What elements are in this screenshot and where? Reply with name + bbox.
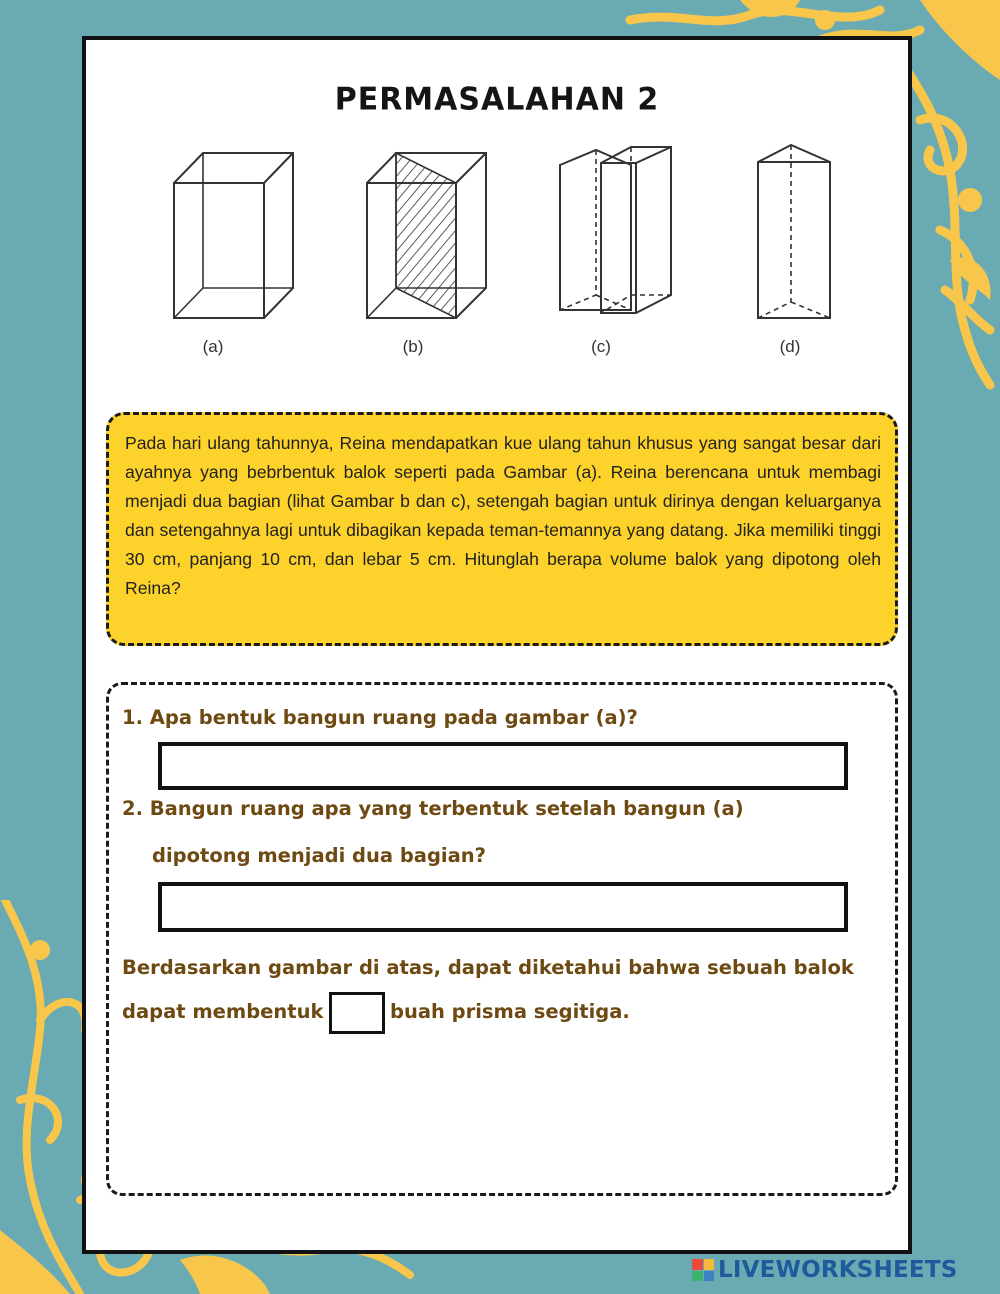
answer-2-input[interactable] — [162, 886, 844, 928]
figure-b-cut-cuboid — [367, 153, 486, 318]
brand-name: LIVEWORKSHEETS — [718, 1257, 958, 1283]
liveworksheets-brand[interactable] — [692, 1254, 957, 1286]
answer-2-box — [158, 882, 848, 932]
worksheet-page — [82, 36, 912, 1254]
question-2-line-1: 2. Bangun ruang apa yang terbentuk setelah bangun (a) — [122, 797, 744, 820]
question-1: 1. Apa bentuk bangun ruang pada gambar (a)? — [122, 706, 638, 729]
figure-a-cuboid — [174, 153, 293, 318]
page-title: PERMASALAHAN 2 — [334, 81, 660, 118]
figure-label-d: (d) — [779, 337, 801, 356]
conclusion-after: buah prisma segitiga. — [390, 1000, 630, 1023]
figure-d-prism — [758, 145, 830, 318]
answer-1-box — [158, 742, 848, 790]
figure-c-two-prisms — [560, 147, 671, 313]
conclusion-answer-box — [329, 992, 385, 1034]
figure-label-a: (a) — [202, 337, 224, 356]
question-2-line-2: dipotong menjadi dua bagian? — [152, 844, 486, 867]
figure-label-c: (c) — [591, 337, 611, 356]
figures-illustration — [86, 135, 908, 435]
figure-label-b: (b) — [402, 337, 424, 356]
story-box — [106, 412, 898, 646]
conclusion-line-1: Berdasarkan gambar di atas, dapat diketahui bahwa sebuah balok — [122, 956, 854, 979]
liveworksheets-logo-icon — [692, 1259, 714, 1281]
answer-1-input[interactable] — [162, 746, 844, 786]
conclusion-answer-input[interactable] — [332, 995, 382, 1031]
conclusion-before: dapat membentuk — [122, 1000, 324, 1023]
story-text: Pada hari ulang tahunnya, Reina mendapatkan kue ulang tahun khusus yang sangat besar dari ayahnya yang bebrbentuk balok seperti pada Gambar (a). Reina berencana untuk membagi menjadi dua bagian (lihat Gambar b dan c), setengah bagian untuk dirinya dengan keluarganya dan setengahnya lagi untuk dibagikan kepada teman-temannya yang datang. Jika memiliki tinggi 30 cm, panjang 10 cm, dan lebar 5 cm. Hitunglah berapa volume balok yang dipotong oleh Reina? — [125, 433, 881, 598]
